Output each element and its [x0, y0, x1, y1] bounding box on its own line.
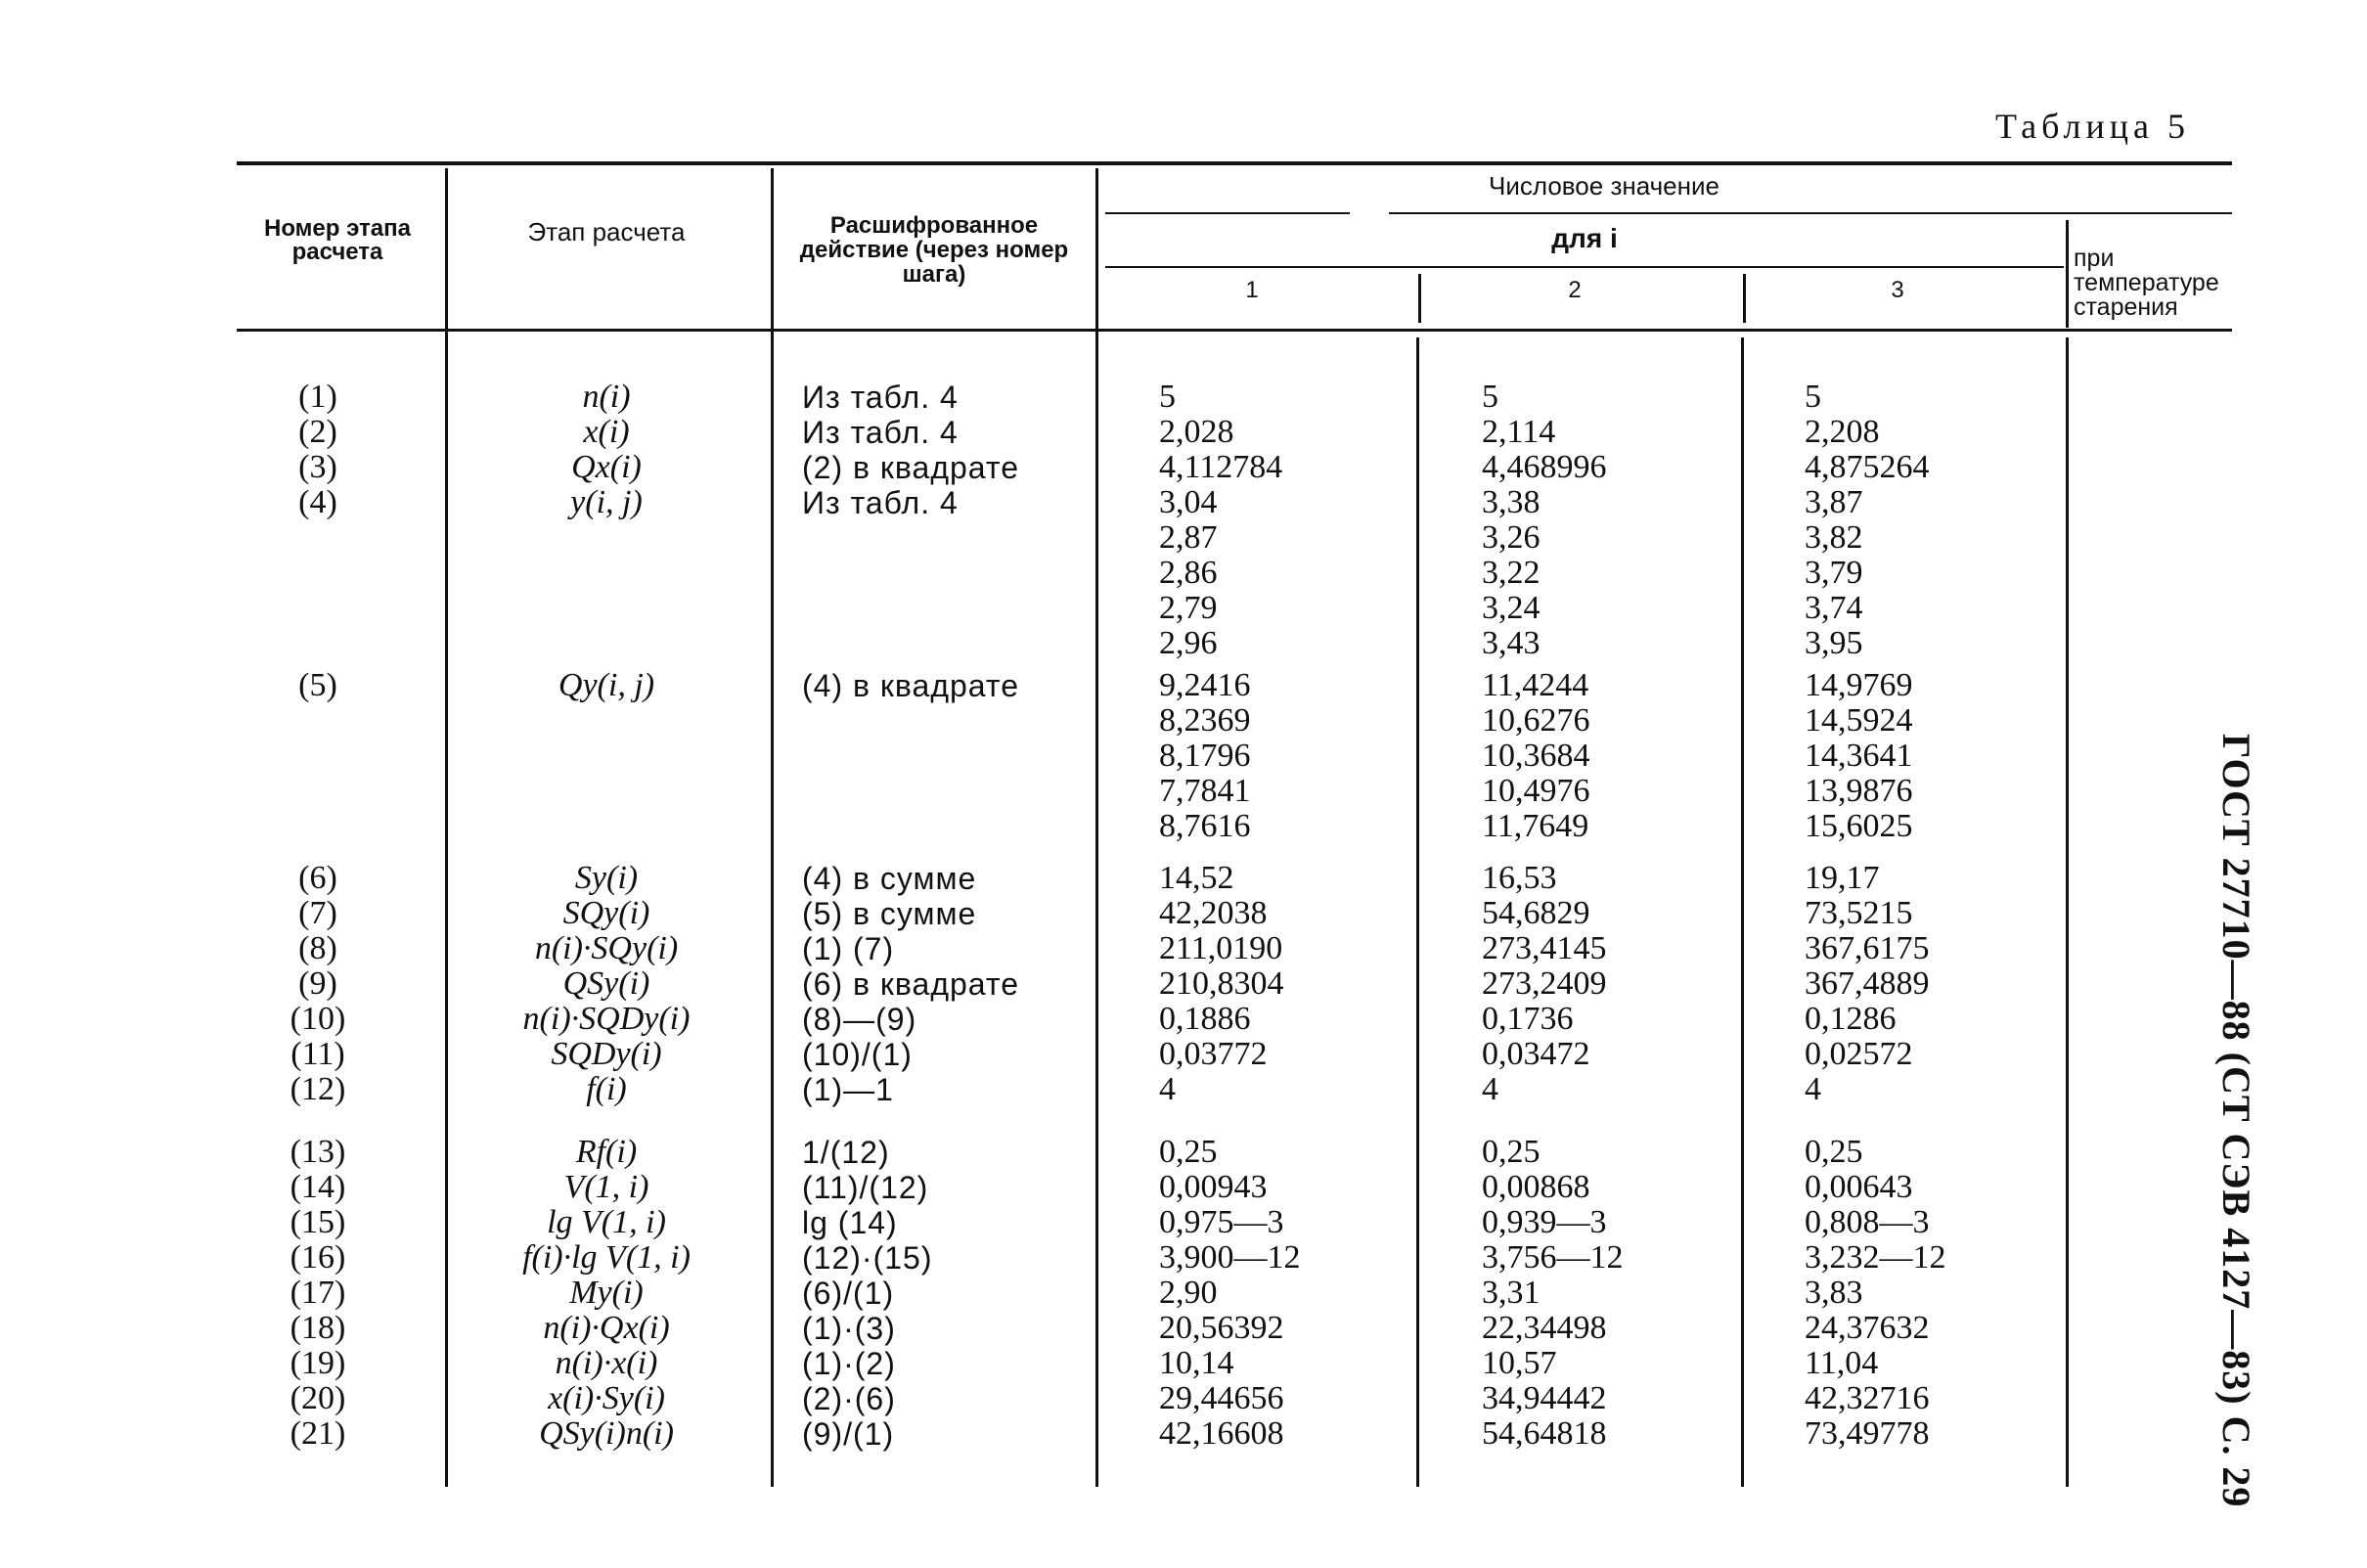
- stage-action: (5) в сумме: [802, 896, 977, 931]
- stage-name: f(i): [586, 1071, 627, 1107]
- value-i2: 10,3684: [1482, 738, 1590, 774]
- value-i2: 10,57: [1482, 1345, 1557, 1381]
- stage-number: (8): [298, 930, 337, 966]
- header-i1: 1: [1245, 277, 1259, 303]
- value-i2: 4: [1482, 1071, 1498, 1107]
- value-i3: 3,79: [1805, 555, 1863, 591]
- stage-number: (10): [290, 1001, 346, 1037]
- stage-name: SQy(i): [562, 895, 650, 931]
- value-i2: 54,6829: [1482, 895, 1590, 931]
- value-i3: 42,32716: [1805, 1380, 1930, 1416]
- value-i3: 3,95: [1805, 625, 1863, 661]
- value-i3: 3,82: [1805, 519, 1863, 556]
- value-i2: 22,34498: [1482, 1310, 1607, 1346]
- value-i2: 10,6276: [1482, 702, 1590, 739]
- stage-number: (15): [290, 1204, 346, 1240]
- stage-name: SQDy(i): [551, 1036, 662, 1072]
- value-i2: 10,4976: [1482, 773, 1590, 809]
- stage-action: (8)—(9): [802, 1002, 917, 1037]
- value-i1: 211,0190: [1159, 930, 1283, 966]
- stage-number: (21): [290, 1415, 346, 1452]
- value-i1: 9,2416: [1159, 667, 1251, 703]
- stage-number: (16): [290, 1239, 346, 1276]
- value-i3: 0,02572: [1805, 1036, 1913, 1072]
- header-stage: Этап расчета: [527, 217, 686, 246]
- value-i2: 54,64818: [1482, 1415, 1607, 1452]
- stage-action: (4) в сумме: [802, 861, 977, 896]
- stage-name: lg V(1, i): [547, 1204, 666, 1240]
- header-for-i: для i: [1551, 223, 1618, 253]
- value-i1: 2,96: [1159, 625, 1218, 661]
- value-i1: 4,112784: [1159, 449, 1283, 485]
- header-i2: 2: [1568, 277, 1582, 303]
- value-i1: 8,7616: [1159, 808, 1251, 844]
- value-i1: 8,2369: [1159, 702, 1251, 739]
- header-action: Расшифрованное действие (через номер шага): [799, 212, 1069, 288]
- value-i2: 3,26: [1482, 519, 1541, 556]
- value-i2: 0,25: [1482, 1134, 1541, 1170]
- value-i2: 0,03472: [1482, 1036, 1590, 1072]
- value-i2: 5: [1482, 379, 1498, 415]
- value-i3: 0,25: [1805, 1134, 1863, 1170]
- col-divider-3: [1095, 168, 1098, 1487]
- stage-number: (13): [290, 1134, 346, 1170]
- value-i3: 3,74: [1805, 590, 1863, 626]
- value-i1: 2,028: [1159, 414, 1234, 450]
- value-i2: 3,43: [1482, 625, 1541, 661]
- stage-action: (10)/(1): [802, 1037, 913, 1072]
- stage-name: x(i): [583, 414, 630, 450]
- stage-action: lg (14): [802, 1205, 898, 1240]
- value-i2: 34,94442: [1482, 1380, 1607, 1416]
- stage-action: (1)·(3): [802, 1311, 896, 1346]
- header-i3: 3: [1891, 277, 1904, 303]
- value-i1: 20,56392: [1159, 1310, 1284, 1346]
- value-i3: 14,3641: [1805, 738, 1913, 774]
- value-i3: 3,87: [1805, 484, 1863, 520]
- value-i1: 210,8304: [1159, 965, 1284, 1002]
- value-i3: 24,37632: [1805, 1310, 1930, 1346]
- value-i2: 273,2409: [1482, 965, 1607, 1002]
- value-i1: 3,04: [1159, 484, 1218, 520]
- stage-number: (5): [298, 667, 337, 703]
- stage-action: (2) в квадрате: [802, 450, 1019, 485]
- values-rule-right: [1389, 212, 2232, 214]
- value-i1: 2,90: [1159, 1275, 1218, 1311]
- table-title: Таблица 5: [1995, 107, 2190, 146]
- value-i1: 10,14: [1159, 1345, 1234, 1381]
- value-i3: 13,9876: [1805, 773, 1913, 809]
- value-i1: 14,52: [1159, 860, 1234, 896]
- stage-number: (12): [290, 1071, 346, 1107]
- values-rule-left: [1105, 212, 1350, 214]
- stage-number: (9): [298, 965, 337, 1002]
- stage-number: (11): [290, 1036, 345, 1072]
- stage-name: n(i)·x(i): [555, 1345, 658, 1381]
- col-divider-4: [1418, 274, 1421, 323]
- value-i2: 11,7649: [1482, 808, 1589, 844]
- value-i3: 0,1286: [1805, 1001, 1897, 1037]
- value-i2: 3,24: [1482, 590, 1541, 626]
- stage-name: Qy(i, j): [558, 667, 655, 703]
- value-i3: 3,83: [1805, 1275, 1863, 1311]
- stage-number: (14): [290, 1169, 346, 1205]
- value-i3: 2,208: [1805, 414, 1880, 450]
- stage-name: n(i)·Qx(i): [543, 1310, 670, 1346]
- value-i1: 29,44656: [1159, 1380, 1284, 1416]
- stage-name: n(i)·SQDy(i): [522, 1001, 691, 1037]
- header-bottom-rule: [237, 329, 2232, 332]
- stage-action: (2)·(6): [802, 1381, 896, 1416]
- col-divider-6b: [2066, 337, 2069, 1487]
- stage-name: n(i)·SQy(i): [534, 930, 679, 966]
- value-i3: 3,232—12: [1805, 1239, 1946, 1276]
- value-i2: 3,31: [1482, 1275, 1541, 1311]
- stage-number: (3): [298, 449, 337, 485]
- stage-number: (4): [298, 484, 337, 520]
- value-i3: 0,00643: [1805, 1169, 1913, 1205]
- value-i1: 8,1796: [1159, 738, 1251, 774]
- value-i3: 14,9769: [1805, 667, 1913, 703]
- stage-name: Qx(i): [571, 449, 642, 485]
- value-i1: 0,03772: [1159, 1036, 1268, 1072]
- col-divider-5: [1743, 274, 1746, 323]
- stage-number: (6): [298, 860, 337, 896]
- col-divider-6: [2066, 220, 2069, 328]
- value-i2: 3,22: [1482, 555, 1541, 591]
- value-i2: 16,53: [1482, 860, 1557, 896]
- value-i3: 367,4889: [1805, 965, 1930, 1002]
- value-i3: 367,6175: [1805, 930, 1930, 966]
- stage-action: (12)·(15): [802, 1240, 933, 1276]
- stage-action: (1)—1: [802, 1072, 894, 1107]
- value-i3: 5: [1805, 379, 1821, 415]
- value-i1: 3,900—12: [1159, 1239, 1301, 1276]
- value-i3: 15,6025: [1805, 808, 1913, 844]
- stage-action: (1) (7): [802, 931, 895, 966]
- value-i1: 4: [1159, 1071, 1176, 1107]
- stage-name: Sy(i): [574, 860, 639, 896]
- stage-number: (7): [298, 895, 337, 931]
- stage-action: (6) в квадрате: [802, 966, 1019, 1002]
- header-values: Числовое значение: [1489, 171, 1719, 201]
- stage-name: x(i)·Sy(i): [548, 1380, 665, 1416]
- stage-action: (4) в квадрате: [802, 668, 1019, 703]
- value-i1: 2,86: [1159, 555, 1218, 591]
- stage-name: V(1, i): [563, 1169, 649, 1205]
- value-i2: 0,00868: [1482, 1169, 1590, 1205]
- col-divider-2: [771, 168, 774, 1487]
- value-i1: 0,00943: [1159, 1169, 1268, 1205]
- value-i3: 4,875264: [1805, 449, 1930, 485]
- stage-name: n(i): [582, 379, 631, 415]
- value-i3: 73,49778: [1805, 1415, 1930, 1452]
- stage-number: (1): [298, 379, 337, 415]
- for-i-rule: [1105, 266, 2064, 268]
- value-i3: 14,5924: [1805, 702, 1913, 739]
- stage-name: QSy(i): [562, 965, 650, 1002]
- stage-number: (17): [290, 1275, 346, 1311]
- stage-number: (20): [290, 1380, 346, 1416]
- stage-action: Из табл. 4: [802, 380, 959, 415]
- value-i3: 11,04: [1805, 1345, 1879, 1381]
- col-divider-4b: [1416, 337, 1419, 1487]
- value-i3: 73,5215: [1805, 895, 1913, 931]
- value-i2: 3,756—12: [1482, 1239, 1624, 1276]
- col-divider-5b: [1741, 337, 1744, 1487]
- stage-name: f(i)·lg V(1, i): [522, 1239, 691, 1276]
- value-i1: 42,16608: [1159, 1415, 1284, 1452]
- stage-name: y(i, j): [570, 484, 643, 520]
- value-i2: 2,114: [1482, 414, 1556, 450]
- col-divider-1: [445, 168, 448, 1487]
- value-i3: 19,17: [1805, 860, 1880, 896]
- stage-name: My(i): [569, 1275, 644, 1311]
- value-i1: 0,25: [1159, 1134, 1218, 1170]
- value-i1: 0,975—3: [1159, 1204, 1284, 1240]
- stage-action: Из табл. 4: [802, 415, 959, 450]
- value-i1: 2,87: [1159, 519, 1218, 556]
- stage-action: 1/(12): [802, 1135, 890, 1170]
- value-i3: 0,808—3: [1805, 1204, 1930, 1240]
- value-i2: 0,1736: [1482, 1001, 1574, 1037]
- stage-action: (1)·(2): [802, 1346, 896, 1381]
- stage-action: Из табл. 4: [802, 485, 959, 520]
- page-running-header-text: ГОСТ 27710—88 (СТ СЭВ 4127—83) С. 29: [2214, 734, 2258, 1508]
- stage-name: Rf(i): [575, 1134, 638, 1170]
- top-rule: [237, 161, 2232, 165]
- value-i2: 11,4244: [1482, 667, 1589, 703]
- stage-number: (2): [298, 414, 337, 450]
- value-i1: 42,2038: [1159, 895, 1268, 931]
- value-i1: 2,79: [1159, 590, 1218, 626]
- value-i2: 3,38: [1482, 484, 1541, 520]
- header-aging: при температуре старения: [2074, 245, 2219, 321]
- value-i1: 7,7841: [1159, 773, 1251, 809]
- stage-action: (11)/(12): [802, 1170, 929, 1205]
- value-i1: 0,1886: [1159, 1001, 1251, 1037]
- stage-name: QSy(i)n(i): [539, 1415, 674, 1452]
- value-i3: 4: [1805, 1071, 1821, 1107]
- value-i2: 273,4145: [1482, 930, 1607, 966]
- value-i2: 4,468996: [1482, 449, 1607, 485]
- stage-number: (19): [290, 1345, 346, 1381]
- stage-number: (18): [290, 1310, 346, 1346]
- header-stage-number: Номер этапа расчета: [264, 215, 411, 265]
- stage-action: (6)/(1): [802, 1276, 895, 1311]
- value-i1: 5: [1159, 379, 1176, 415]
- stage-action: (9)/(1): [802, 1416, 895, 1452]
- value-i2: 0,939—3: [1482, 1204, 1607, 1240]
